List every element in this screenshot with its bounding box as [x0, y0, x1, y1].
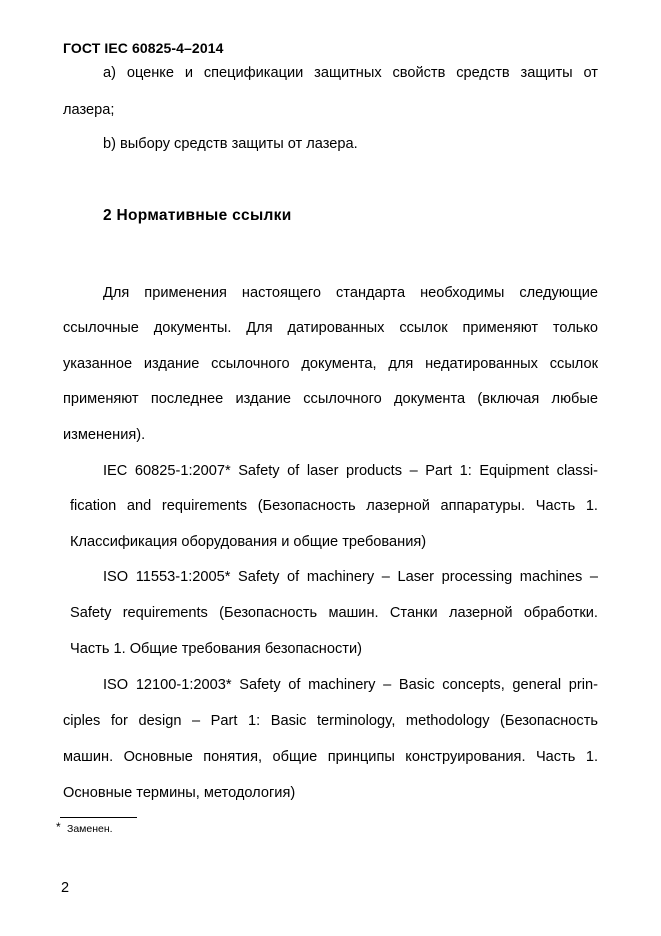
reference-line: Классификация оборудования и общие требования) [70, 534, 427, 550]
footnote-separator [60, 817, 137, 818]
intro-line: ссылочные документы. Для датированных ссылок применяют только [63, 320, 598, 336]
intro-line: Для применения настоящего стандарта необходимы следующие [103, 285, 598, 301]
reference-line: Основные термины, методология) [63, 785, 296, 801]
intro-line: указанное издание ссылочного документа, для недатированных ссылок [63, 356, 598, 372]
page-number: 2 [61, 880, 70, 896]
scope-item-a-line: а) оценке и спецификации защитных свойств средств защиты от [103, 65, 598, 81]
reference-line: машин. Основные понятия, общие принципы конструирования. Часть 1. [63, 749, 598, 765]
intro-line: изменения). [63, 427, 146, 443]
section-heading: 2 Нормативные ссылки [103, 207, 292, 224]
scope-item-b: b) выбору средств защиты от лазера. [103, 136, 358, 152]
document-header: ГОСТ IEC 60825-4–2014 [63, 40, 224, 56]
reference-line: IEC 60825-1:2007* Safety of laser products – Part 1: Equipment classi- [103, 463, 598, 479]
reference-line: Часть 1. Общие требования безопасности) [70, 641, 362, 657]
footnote-text: Заменен. [67, 823, 113, 835]
scope-item-a-continuation: лазера; [63, 102, 115, 118]
reference-line: fication and requirements (Безопасность лазерной аппаратуры. Часть 1. [70, 498, 598, 514]
reference-line: ciples for design – Part 1: Basic terminology, methodology (Безопасность [63, 713, 598, 729]
reference-line: ISO 11553-1:2005* Safety of machinery – Laser processing machines – [103, 569, 598, 585]
footnote-mark: * [56, 820, 61, 834]
reference-line: ISO 12100-1:2003* Safety of machinery – Basic concepts, general prin- [103, 677, 598, 693]
intro-line: применяют последнее издание ссылочного документа (включая любые [63, 391, 598, 407]
reference-line: Safety requirements (Безопасность машин. Станки лазерной обработки. [70, 605, 598, 621]
